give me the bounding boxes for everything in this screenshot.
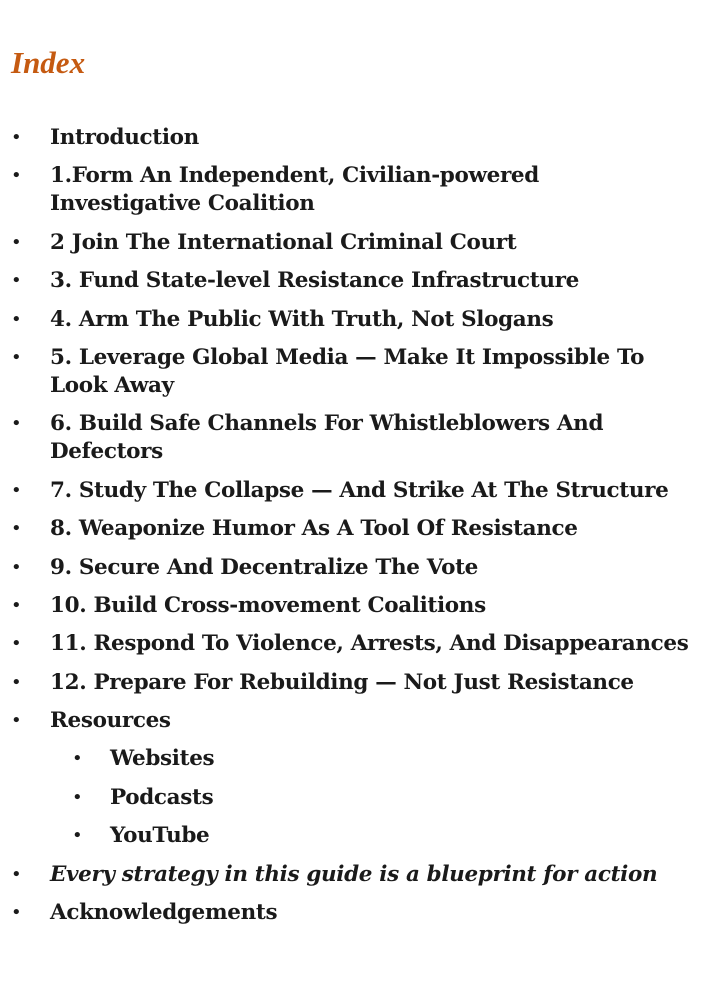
- bullet-icon: •: [11, 671, 22, 693]
- bullet-icon: •: [11, 633, 22, 655]
- bullet-icon: •: [11, 902, 22, 924]
- index-subitem-podcasts[interactable]: [0, 784, 705, 812]
- index-item-chapter-8[interactable]: [0, 515, 705, 543]
- bullet-icon: •: [72, 786, 83, 808]
- index-item-introduction[interactable]: [0, 124, 705, 152]
- index-item-chapter-9[interactable]: [0, 554, 705, 582]
- index-item-chapter-2[interactable]: [0, 229, 705, 257]
- index-item-label: Every strategy in this guide is a blueprint for action: [50, 861, 658, 887]
- index-list: [0, 124, 705, 937]
- index-subitem-websites[interactable]: [0, 745, 705, 773]
- index-item-chapter-3[interactable]: [0, 267, 705, 295]
- index-item-label: Resources: [50, 708, 171, 734]
- index-item-label: 12. Prepare For Rebuilding — Not Just Resistance: [50, 669, 634, 695]
- index-item-chapter-7[interactable]: [0, 477, 705, 505]
- index-item-blueprint[interactable]: [0, 861, 705, 889]
- bullet-icon: •: [11, 594, 22, 616]
- index-subitem-youtube[interactable]: [0, 822, 705, 850]
- page-title: Index: [11, 45, 86, 80]
- index-item-label: 6. Build Safe Channels For Whistleblowers And Defectors: [50, 411, 604, 465]
- index-item-label: 10. Build Cross-movement Coalitions: [50, 592, 486, 618]
- index-item-label: 8. Weaponize Humor As A Tool Of Resistance: [50, 516, 578, 542]
- index-item-label: 1.Form An Independent, Civilian-powered Investigative Coalition: [50, 163, 539, 217]
- bullet-icon: •: [11, 270, 22, 292]
- bullet-icon: •: [72, 748, 83, 770]
- bullet-icon: •: [11, 518, 22, 540]
- index-item-chapter-1[interactable]: [0, 162, 705, 218]
- index-item-chapter-10[interactable]: [0, 592, 705, 620]
- index-item-resources[interactable]: [0, 707, 705, 735]
- index-item-chapter-4[interactable]: [0, 306, 705, 334]
- bullet-icon: •: [11, 308, 22, 330]
- index-item-label: 5. Leverage Global Media — Make It Impossible To Look Away: [50, 344, 645, 398]
- bullet-icon: •: [11, 863, 22, 885]
- index-subitem-label: Podcasts: [110, 784, 214, 810]
- bullet-icon: •: [11, 556, 22, 578]
- index-item-label: 7. Study The Collapse — And Strike At The Structure: [50, 477, 669, 503]
- index-item-label: 11. Respond To Violence, Arrests, And Disappearances: [50, 631, 689, 657]
- bullet-icon: •: [11, 127, 22, 148]
- index-item-acknowledgements[interactable]: [0, 899, 705, 927]
- index-item-chapter-6[interactable]: [0, 410, 705, 466]
- index-item-label: Acknowledgements: [50, 900, 278, 926]
- index-item-chapter-11[interactable]: [0, 630, 705, 658]
- index-item-label: 2 Join The International Criminal Court: [50, 229, 517, 255]
- bullet-icon: •: [11, 710, 22, 732]
- bullet-icon: •: [72, 825, 83, 847]
- bullet-icon: •: [11, 479, 22, 501]
- bullet-icon: •: [11, 413, 22, 435]
- index-item-chapter-12[interactable]: [0, 669, 705, 697]
- index-subitem-label: Websites: [110, 746, 215, 772]
- bullet-icon: •: [11, 231, 22, 253]
- index-subitem-label: YouTube: [110, 823, 210, 849]
- index-item-label: 9. Secure And Decentralize The Vote: [50, 554, 479, 580]
- index-item-label: 3. Fund State-level Resistance Infrastructure: [50, 268, 579, 294]
- index-item-label: 4. Arm The Public With Truth, Not Slogans: [50, 306, 554, 332]
- index-item-label: Introduction: [50, 125, 199, 150]
- index-item-chapter-5[interactable]: [0, 344, 705, 400]
- bullet-icon: •: [11, 165, 22, 187]
- bullet-icon: •: [11, 346, 22, 368]
